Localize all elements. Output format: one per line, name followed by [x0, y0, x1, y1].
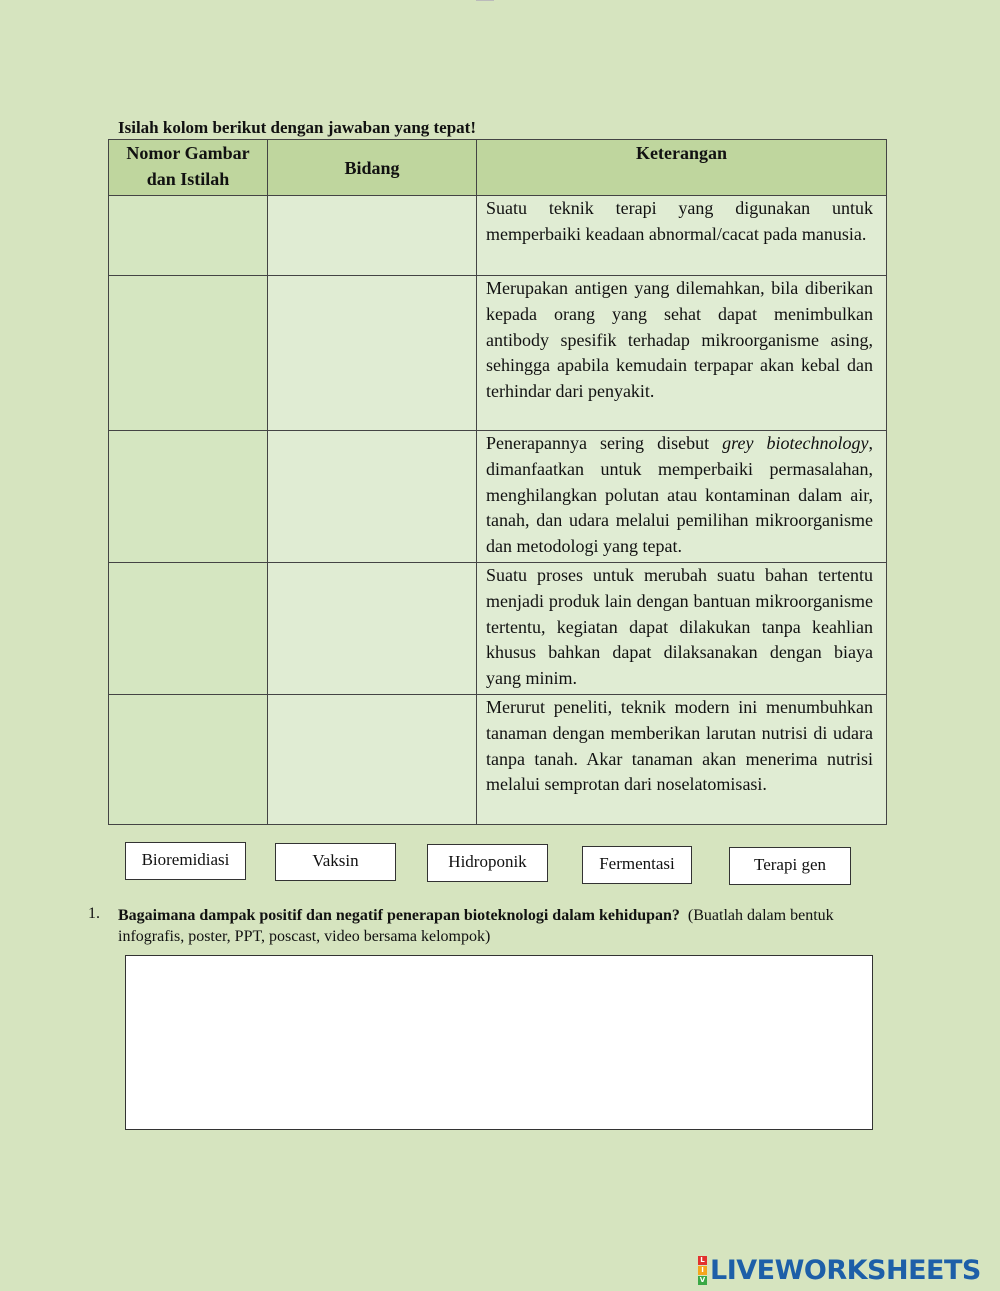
liveworksheets-logo	[698, 1256, 981, 1284]
answer-cell-bidang[interactable]	[268, 276, 477, 431]
logo-badge-letter: I	[698, 1266, 707, 1275]
header-bidang: Bidang	[268, 140, 477, 196]
answer-cell-istilah[interactable]	[109, 562, 268, 694]
table-row	[109, 562, 887, 694]
logo-badge-icon	[698, 1256, 707, 1285]
table-row	[109, 694, 887, 824]
answer-cell-bidang[interactable]	[268, 431, 477, 563]
choice-vaksin[interactable]: Vaksin	[275, 843, 396, 881]
matching-table	[108, 139, 887, 825]
answer-cell-bidang[interactable]	[268, 694, 477, 824]
table-row	[109, 431, 887, 563]
logo-badge-letter: V	[699, 1275, 706, 1284]
table-row	[109, 196, 887, 276]
answer-cell-bidang[interactable]	[268, 196, 477, 276]
question-text: Bagaimana dampak positif dan negatif penerapan bioteknologi dalam kehidupan? (Buatlah dalam bentuk infografis, poster, PPT, poscast, video bersama kelompok)	[118, 907, 834, 945]
description-cell: Merupakan antigen yang dilemahkan, bila diberikan kepada orang yang sehat dapat menimbulkan antibody spesifik terhadap mikroorganisme asing, sehingga apabila kemudain terpapar akan kebal dan terhindar dari penyakit.	[477, 276, 887, 431]
choice-bioremidiasi[interactable]: Bioremidiasi	[125, 842, 246, 880]
description-cell: Suatu proses untuk merubah suatu bahan tertentu menjadi produk lain dengan bantuan mikroorganisme tertentu, kegiatan dapat dilakukan tanpa keahlian khusus bahkan dapat dilaksanakan dengan biaya yang minim.	[477, 562, 887, 694]
header-keterangan: Keterangan	[477, 140, 887, 196]
choice-fermentasi[interactable]: Fermentasi	[582, 846, 692, 884]
choice-hidroponik[interactable]: Hidroponik	[427, 844, 548, 882]
instruction-text: Isilah kolom berikut dengan jawaban yang tepat!	[118, 118, 477, 137]
logo-badge-letter: L	[698, 1256, 707, 1265]
description-cell: Penerapannya sering disebut grey biotechnology, dimanfaatkan untuk memperbaiki permasalahan, menghilangkan polutan atau kontaminan dalam air, tanah, dan udara melalui pemilihan mikroorganisme dan metodologi yang tepat.	[477, 431, 887, 563]
answer-cell-bidang[interactable]	[268, 562, 477, 694]
question-number: 1.	[88, 905, 100, 922]
header-nomor-gambar: Nomor Gambar dan Istilah	[109, 140, 268, 196]
table-header-row	[109, 140, 887, 196]
answer-cell-istilah[interactable]	[109, 431, 268, 563]
description-cell: Merurut peneliti, teknik modern ini menumbuhkan tanaman dengan memberikan larutan nutrisi di udara tanpa tanah. Akar tanaman akan menerima nutrisi melalui semprotan dari noselatomisasi.	[477, 694, 887, 824]
table-row	[109, 276, 887, 431]
description-cell: Suatu teknik terapi yang digunakan untuk memperbaiki keadaan abnormal/cacat pada manusia.	[477, 196, 887, 276]
answer-cell-istilah[interactable]	[109, 694, 268, 824]
choice-terapi-gen[interactable]: Terapi gen	[729, 847, 851, 885]
top-page-mark	[476, 0, 494, 1]
answer-cell-istilah[interactable]	[109, 276, 268, 431]
logo-text: LIVEWORKSHEETS	[710, 1254, 981, 1286]
answer-cell-istilah[interactable]	[109, 196, 268, 276]
answer-box[interactable]	[125, 955, 873, 1130]
